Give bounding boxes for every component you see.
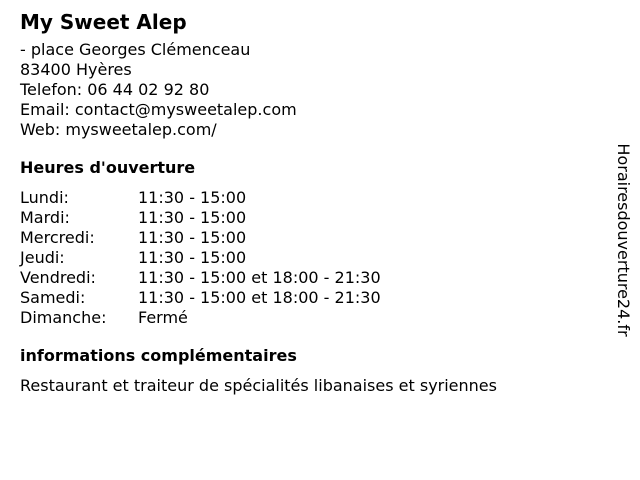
info-title: informations complémentaires — [20, 346, 297, 365]
business-name: My Sweet Alep — [20, 10, 187, 34]
web-text: Web: mysweetalep.com/ — [20, 120, 217, 139]
day-label: Jeudi: — [20, 248, 65, 267]
day-label: Samedi: — [20, 288, 86, 307]
hours-row-wednesday — [20, 228, 605, 248]
day-label: Mardi: — [20, 208, 70, 227]
day-label: Lundi: — [20, 188, 69, 207]
day-label: Dimanche: — [20, 308, 107, 327]
time-value: 11:30 - 15:00 et 18:00 - 21:30 — [138, 288, 381, 307]
address-line-2: 83400 Hyères — [20, 60, 132, 79]
site-watermark: Horairesdouverture24.fr — [614, 143, 633, 337]
hours-row-saturday — [20, 288, 605, 308]
business-card — [20, 10, 605, 396]
address-line-1: - place Georges Clémenceau — [20, 40, 251, 59]
day-label: Mercredi: — [20, 228, 95, 247]
time-value: 11:30 - 15:00 — [138, 188, 247, 207]
time-value: 11:30 - 15:00 — [138, 228, 247, 247]
hours-row-sunday — [20, 308, 605, 328]
hours-title: Heures d'ouverture — [20, 158, 196, 177]
email-text: Email: contact@mysweetalep.com — [20, 100, 297, 119]
phone-text: Telefon: 06 44 02 92 80 — [20, 80, 210, 99]
hours-table — [20, 188, 605, 328]
hours-row-friday — [20, 268, 605, 288]
day-label: Vendredi: — [20, 268, 96, 287]
time-value: 11:30 - 15:00 et 18:00 - 21:30 — [138, 268, 381, 287]
hours-row-monday — [20, 188, 605, 208]
info-text: Restaurant et traiteur de spécialités libanaises et syriennes — [20, 376, 497, 395]
hours-row-tuesday — [20, 208, 605, 228]
time-value: 11:30 - 15:00 — [138, 248, 247, 267]
hours-row-thursday — [20, 248, 605, 268]
time-value: Fermé — [138, 308, 188, 327]
time-value: 11:30 - 15:00 — [138, 208, 247, 227]
